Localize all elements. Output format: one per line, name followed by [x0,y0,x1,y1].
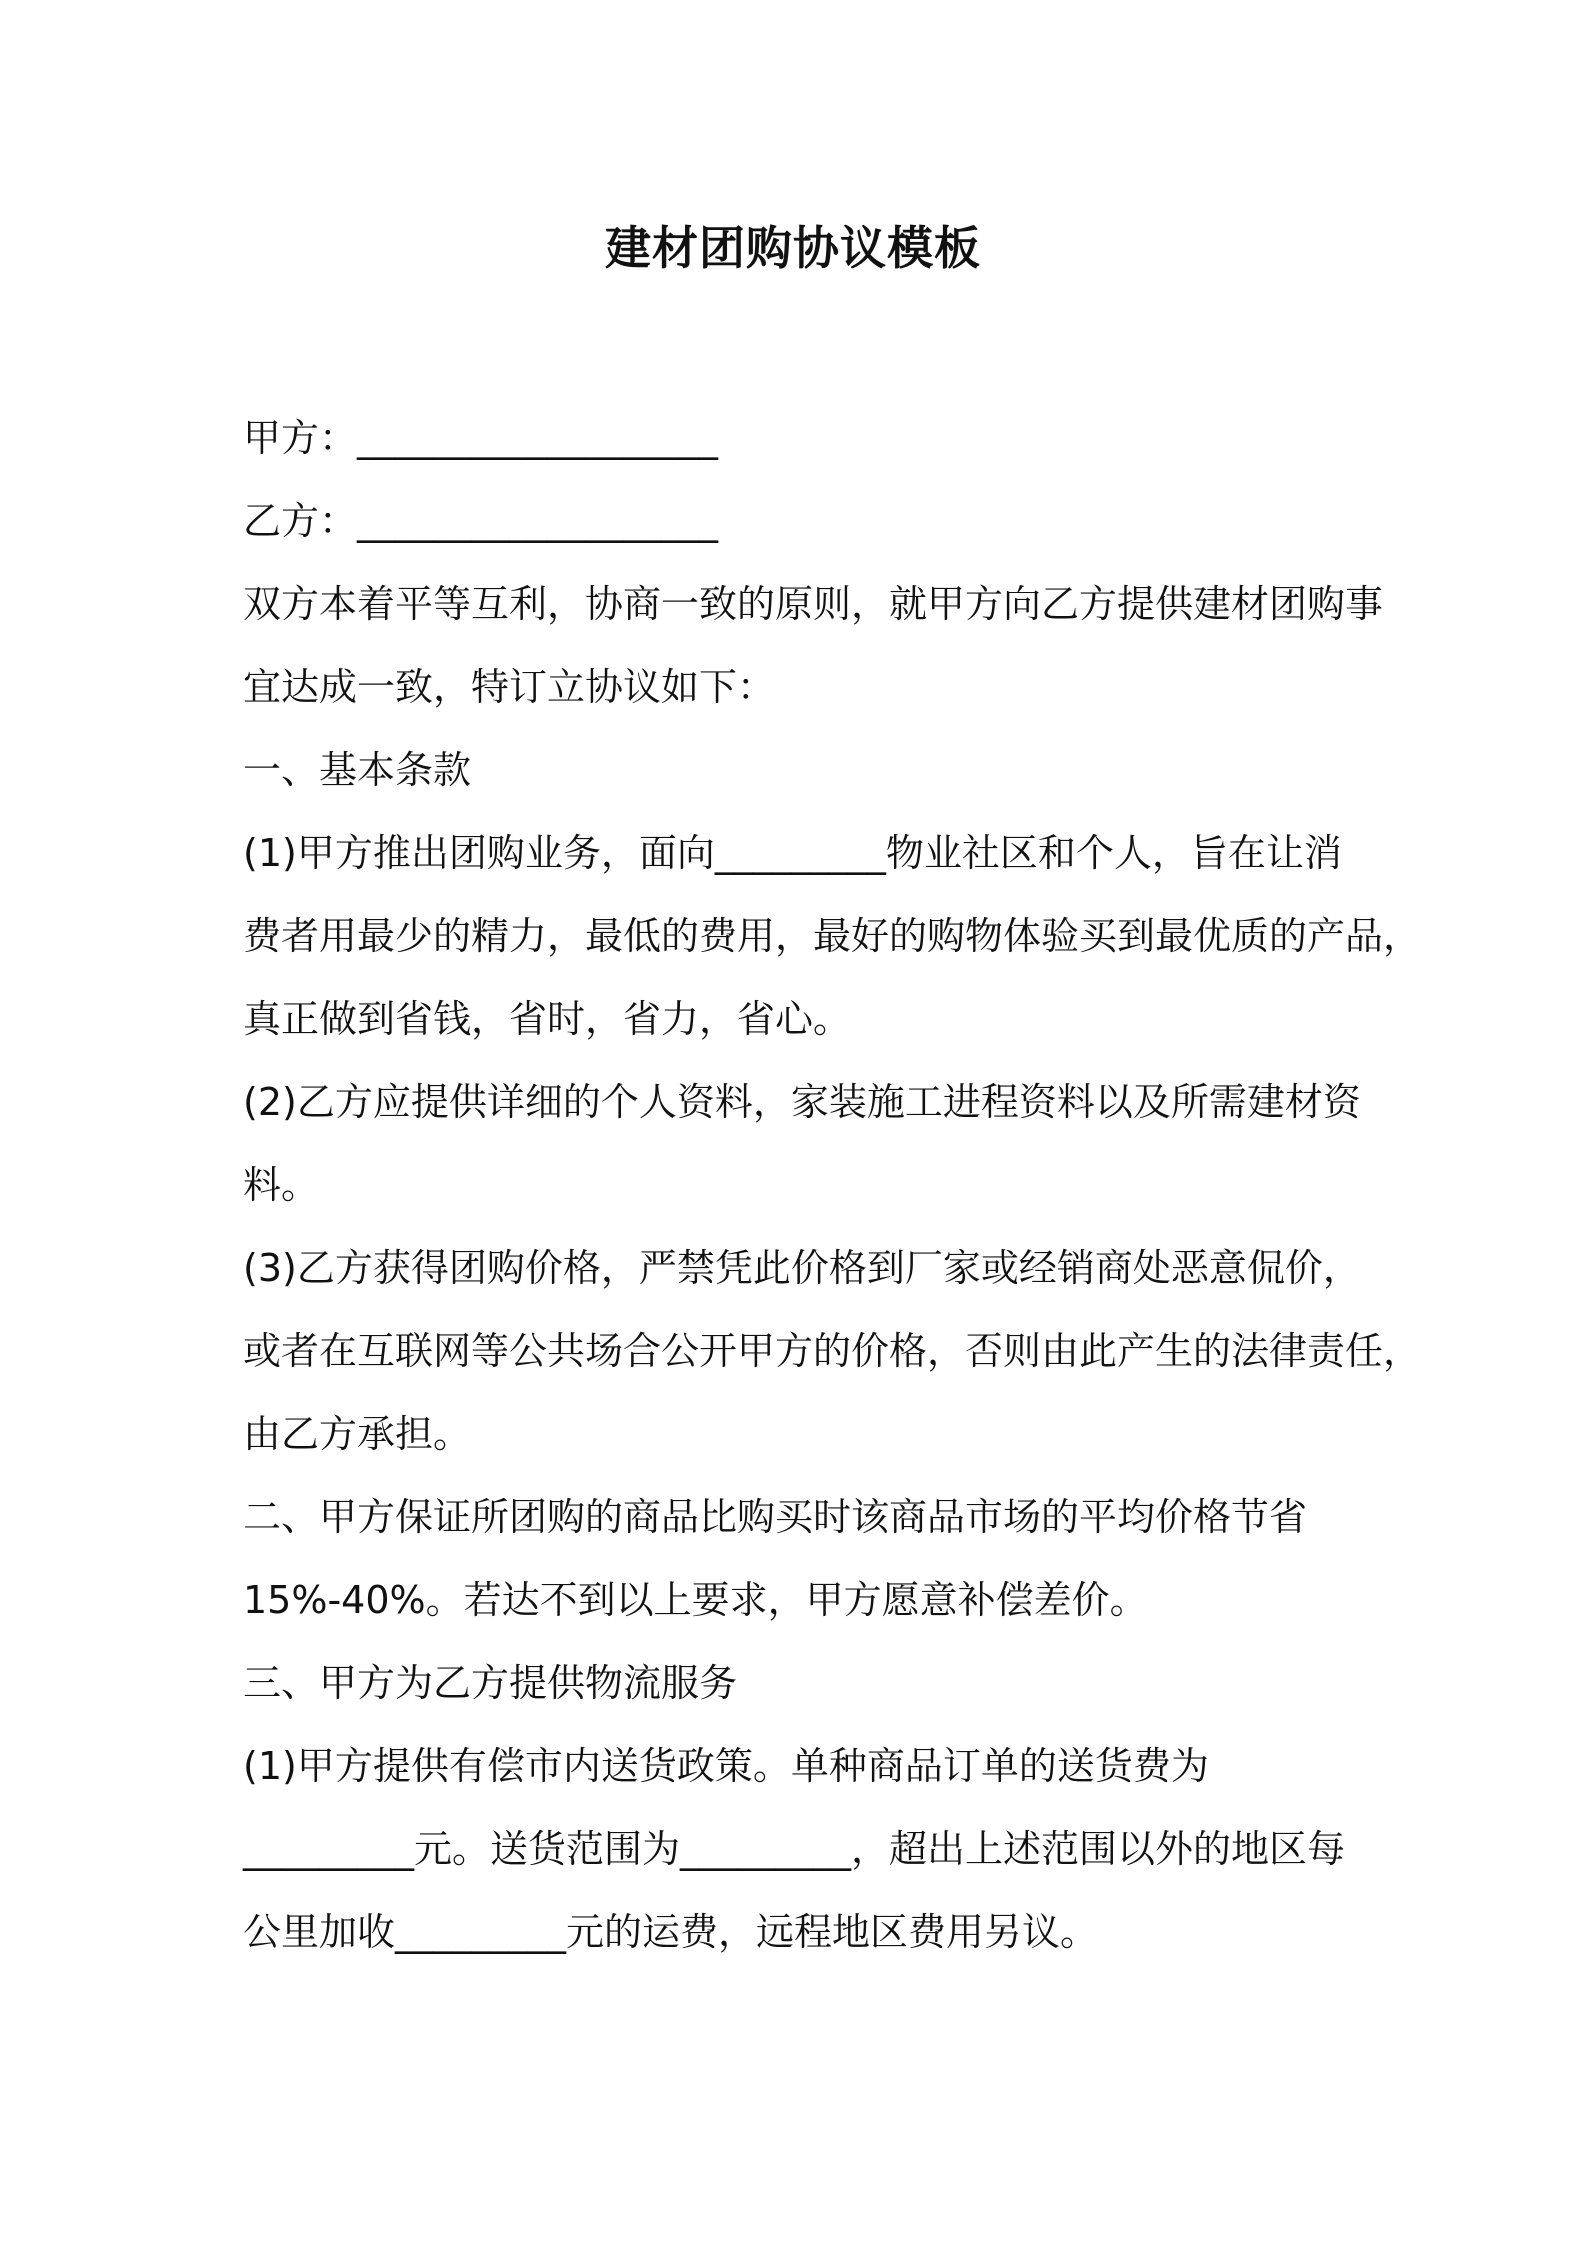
clause-line: 费者用最少的精力，最低的费用，最好的购物体验买到最优质的产品， [243,914,1422,958]
section-heading-basic-terms: 一、基本条款 [243,748,472,792]
document-title: 建材团购协议模板 [605,221,981,275]
clause-line: (1)甲方提供有偿市内送货政策。单种商品订单的送货费为 [243,1744,1209,1788]
clause-line: 15%-40%。若达不到以上要求，甲方愿意补偿差价。 [243,1578,1148,1622]
party-b-line: 乙方：___________________ [243,499,719,543]
clause-line: _________元。送货范围为_________，超出上述范围以外的地区每 [243,1827,1346,1871]
intro-paragraph-line: 宜达成一致，特订立协议如下： [243,665,776,709]
clause-line: 或者在互联网等公共场合公开甲方的价格，否则由此产生的法律责任， [243,1329,1422,1373]
party-a-line: 甲方：___________________ [243,416,719,460]
clause-line: 公里加收_________元的运费，远程地区费用另议。 [243,1910,1099,1954]
clause-line: 由乙方承担。 [243,1412,472,1456]
section-heading-price-guarantee: 二、甲方保证所团购的商品比购买时该商品市场的平均价格节省 [243,1495,1308,1539]
clause-line: 真正做到省钱，省时，省力，省心。 [243,997,852,1041]
clause-line: 料。 [243,1163,320,1207]
clause-line: (3)乙方获得团购价格，严禁凭此价格到厂家或经销商处恶意侃价， [243,1246,1361,1290]
intro-paragraph-line: 双方本着平等互利，协商一致的原则，就甲方向乙方提供建材团购事 [243,582,1384,626]
clause-line: (1)甲方推出团购业务，面向_________物业社区和个人，旨在让消 [243,831,1342,875]
clause-line: (2)乙方应提供详细的个人资料，家装施工进程资料以及所需建材资 [243,1080,1361,1124]
section-heading-logistics: 三、甲方为乙方提供物流服务 [243,1661,738,1705]
